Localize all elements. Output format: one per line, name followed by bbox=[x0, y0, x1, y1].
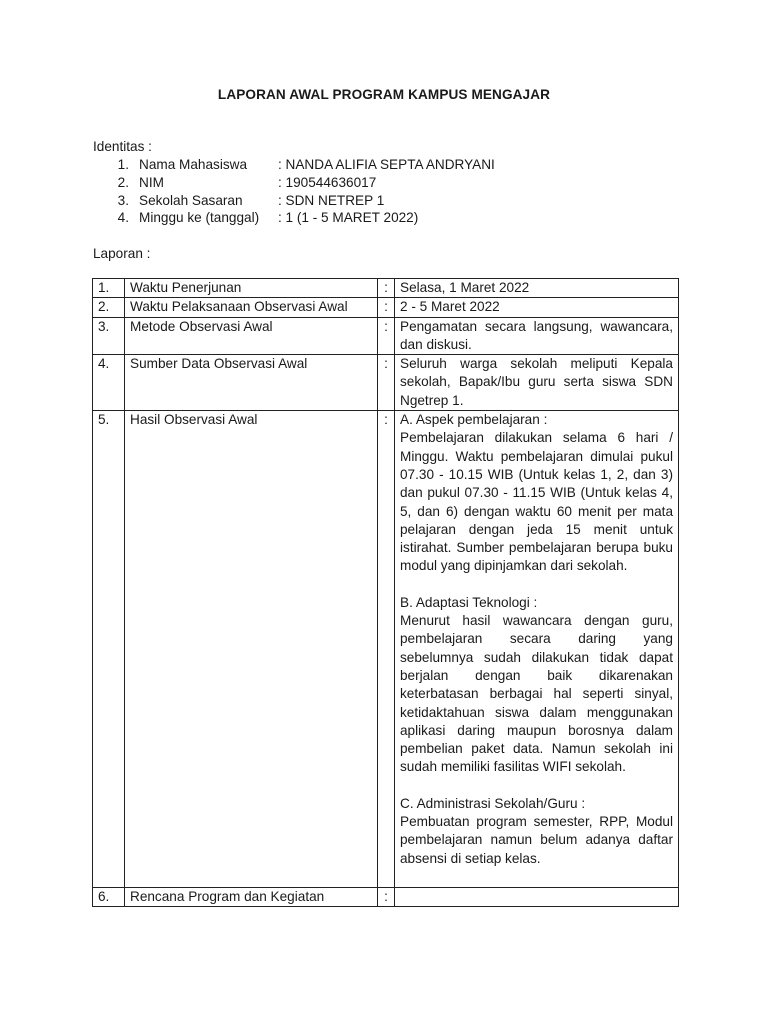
observation-text: Menurut hasil wawancara dengan guru, pembelajaran secara daring yang sebelumnya sudah dilakukan tidak dapat berjalan dengan baik dikarenakan keterbatasan berbagai hal seperti sinyal, ketidaktahuan siswa dalam menggunakan aplikasi daring maupun borosnya dalam pembelian paket data. Namun sekolah ini sudah memiliki fasilitas WIFI sekolah. bbox=[400, 613, 673, 775]
identity-item-value: : 1 (1 - 5 MARET 2022) bbox=[278, 210, 419, 225]
row-label: Waktu Penerjunan bbox=[125, 279, 378, 298]
report-heading: Laporan : bbox=[93, 246, 151, 261]
identity-item-number: 4. bbox=[117, 210, 129, 225]
row-value: 2 - 5 Maret 2022 bbox=[395, 298, 679, 317]
identity-item-number: 2. bbox=[117, 175, 129, 190]
table-row bbox=[93, 317, 679, 355]
row-label: Metode Observasi Awal bbox=[125, 317, 378, 355]
row-value: Selasa, 1 Maret 2022 bbox=[395, 279, 679, 298]
identity-item-number: 1. bbox=[117, 157, 129, 172]
row-label: Rencana Program dan Kegiatan bbox=[125, 887, 378, 906]
section-spacer bbox=[400, 777, 673, 795]
row-value: Pengamatan secara langsung, wawancara, dan diskusi. bbox=[395, 317, 679, 355]
row-number: 4. bbox=[93, 355, 125, 411]
row-value bbox=[395, 887, 679, 906]
observation-results bbox=[395, 411, 679, 888]
table-row bbox=[93, 355, 679, 411]
row-colon: : bbox=[378, 355, 395, 411]
row-value: Seluruh warga sekolah meliputi Kepala sekolah, Bapak/Ibu guru serta siswa SDN Ngetrep 1. bbox=[395, 355, 679, 411]
observation-title: C. Administrasi Sekolah/Guru : bbox=[400, 795, 586, 811]
table-row bbox=[93, 298, 679, 317]
identity-heading: Identitas : bbox=[93, 139, 152, 154]
row-colon: : bbox=[378, 279, 395, 298]
document-title: LAPORAN AWAL PROGRAM KAMPUS MENGAJAR bbox=[217, 87, 551, 102]
identity-item-number: 3. bbox=[117, 193, 129, 208]
identity-item-label: NIM bbox=[139, 175, 164, 190]
table-row bbox=[93, 411, 679, 888]
row-number: 6. bbox=[93, 887, 125, 906]
table-row bbox=[93, 279, 679, 298]
table-row bbox=[93, 887, 679, 906]
observation-title: B. Adaptasi Teknologi : bbox=[400, 594, 538, 610]
row-number: 2. bbox=[93, 298, 125, 317]
identity-item-label: Sekolah Sasaran bbox=[139, 193, 243, 208]
observation-title: A. Aspek pembelajaran : bbox=[400, 412, 548, 428]
identity-item-label: Nama Mahasiswa bbox=[139, 157, 248, 172]
row-label: Hasil Observasi Awal bbox=[125, 411, 378, 888]
observation-text: Pembelajaran dilakukan selama 6 hari / Minggu. Waktu pembelajaran dimulai pukul 07.30 - 10.15 WIB (Untuk kelas 1, 2, dan 3) dan pukul 07.30 - 11.15 WIB (Untuk kelas 4, 5, dan 6) dengan waktu 60 menit per mata pelajaran dengan jeda 15 menit untuk istirahat. Sumber pembelajaran berupa buku modul yang dipinjamkan dari sekolah. bbox=[400, 430, 673, 574]
row-colon: : bbox=[378, 887, 395, 906]
row-number: 3. bbox=[93, 317, 125, 355]
section-spacer bbox=[400, 576, 673, 594]
identity-item-value: : NANDA ALIFIA SEPTA ANDRYANI bbox=[278, 157, 495, 172]
row-label: Sumber Data Observasi Awal bbox=[125, 355, 378, 411]
row-number: 5. bbox=[93, 411, 125, 888]
row-label: Waktu Pelaksanaan Observasi Awal bbox=[125, 298, 378, 317]
row-number: 1. bbox=[93, 279, 125, 298]
row-colon: : bbox=[378, 317, 395, 355]
row-colon: : bbox=[378, 298, 395, 317]
identity-item-value: : SDN NETREP 1 bbox=[278, 193, 385, 208]
identity-item-label: Minggu ke (tanggal) bbox=[139, 210, 260, 225]
observation-text: Pembuatan program semester, RPP, Modul pembelajaran namun belum adanya daftar absensi di setiap kelas. bbox=[400, 814, 673, 866]
report-table bbox=[92, 278, 679, 907]
row-colon: : bbox=[378, 411, 395, 888]
identity-item-value: : 190544636017 bbox=[278, 175, 377, 190]
